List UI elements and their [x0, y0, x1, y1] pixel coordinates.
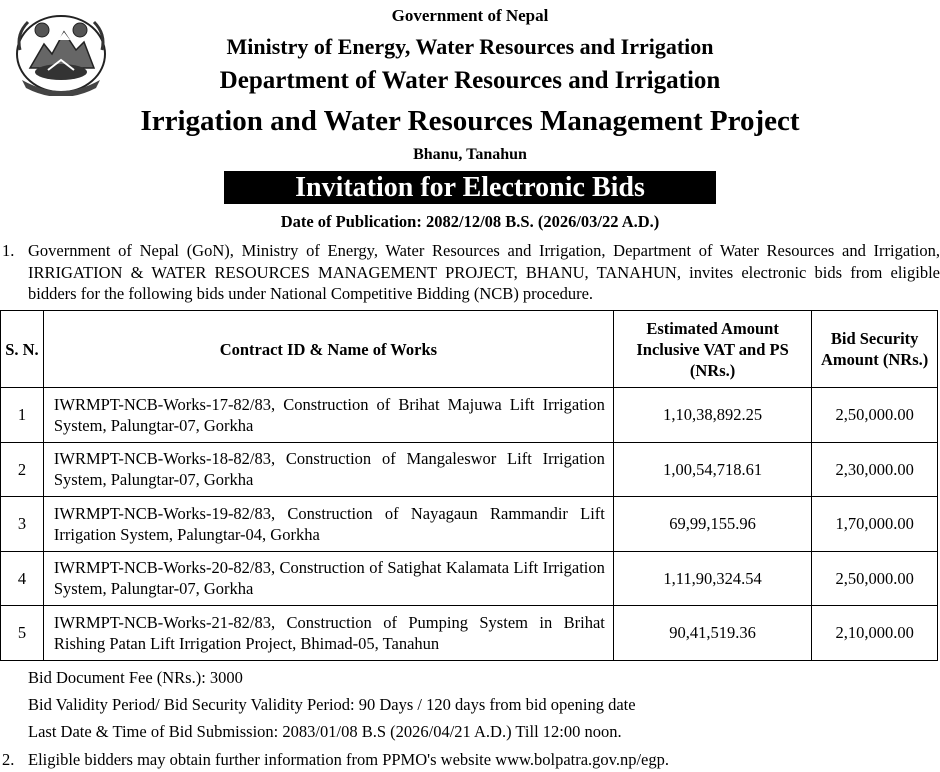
table-row — [1, 442, 938, 497]
row-estimated-amount: 69,99,155.96 — [613, 497, 811, 552]
bid-document-fee: Bid Document Fee (NRs.): 3000 — [28, 668, 243, 687]
row-bid-security: 1,70,000.00 — [812, 497, 938, 552]
table-row — [1, 497, 938, 552]
header-sn: S. N. — [1, 311, 44, 388]
row-sn: 5 — [1, 606, 44, 661]
header-name: Contract ID & Name of Works — [43, 311, 613, 388]
ministry-heading: Ministry of Energy, Water Resources and Irrigation — [226, 34, 714, 59]
paragraph-2-text: Eligible bidders may obtain further information from PPMO's website www.bolpatra.gov.np/egp. — [28, 750, 670, 769]
row-work-name: IWRMPT-NCB-Works-20-82/83, Construction of Satighat Kalamata Lift Irrigation System, Palungtar-07, Gorkha — [43, 551, 613, 606]
row-bid-security: 2,10,000.00 — [812, 606, 938, 661]
row-bid-security: 2,50,000.00 — [812, 551, 938, 606]
row-work-name: IWRMPT-NCB-Works-17-82/83, Construction of Brihat Majuwa Lift Irrigation System, Palungtar-07, Gorkha — [43, 388, 613, 443]
row-estimated-amount: 1,00,54,718.61 — [613, 442, 811, 497]
table-header-row — [1, 311, 938, 388]
row-estimated-amount: 90,41,519.36 — [613, 606, 811, 661]
row-work-name: IWRMPT-NCB-Works-21-82/83, Construction of Pumping System in Brihat Rishing Patan Lift Irrigation Project, Bhimad-05, Tanahun — [43, 606, 613, 661]
header-amount: Estimated Amount Inclusive VAT and PS (NRs.) — [613, 311, 811, 388]
paragraph-1-text: Government of Nepal (GoN), Ministry of Energy, Water Resources and Irrigation, Department of Water Resources and Irrigation, IRRIGATION & WATER RESOURCES MANAGEMENT PROJECT, BHANU, TANAHUN, invites electronic bids from eligible bidders for the following bids under National Competitive Bidding (NCB) procedure. — [28, 241, 940, 303]
bids-table — [0, 310, 938, 661]
location-heading: Bhanu, Tanahun — [413, 146, 527, 163]
row-bid-security: 2,30,000.00 — [812, 442, 938, 497]
row-work-name: IWRMPT-NCB-Works-19-82/83, Construction of Nayagaun Rammandir Lift Irrigation System, Palungtar-04, Gorkha — [43, 497, 613, 552]
government-heading: Government of Nepal — [391, 6, 549, 25]
publication-date: Date of Publication: 2082/12/08 B.S. (2026/03/22 A.D.) — [280, 212, 660, 231]
project-heading: Irrigation and Water Resources Management Project — [140, 105, 800, 137]
table-row — [1, 606, 938, 661]
header-security: Bid Security Amount (NRs.) — [812, 311, 938, 388]
department-heading: Department of Water Resources and Irrigation — [219, 67, 721, 94]
row-sn: 1 — [1, 388, 44, 443]
row-bid-security: 2,50,000.00 — [812, 388, 938, 443]
paragraph-1-number: 1. — [2, 241, 15, 260]
bid-validity-period: Bid Validity Period/ Bid Security Validity Period: 90 Days / 120 days from bid opening date — [28, 695, 636, 714]
row-estimated-amount: 1,10,38,892.25 — [613, 388, 811, 443]
row-sn: 2 — [1, 442, 44, 497]
row-work-name: IWRMPT-NCB-Works-18-82/83, Construction of Mangaleswor Lift Irrigation System, Palungtar-07, Gorkha — [43, 442, 613, 497]
table-row — [1, 388, 938, 443]
notice-title-banner: Invitation for Electronic Bids — [224, 171, 716, 204]
row-estimated-amount: 1,11,90,324.54 — [613, 551, 811, 606]
row-sn: 3 — [1, 497, 44, 552]
submission-deadline: Last Date & Time of Bid Submission: 2083/01/08 B.S (2026/04/21 A.D.) Till 12:00 noon. — [28, 722, 622, 741]
row-sn: 4 — [1, 551, 44, 606]
paragraph-2-number: 2. — [2, 750, 15, 769]
table-row — [1, 551, 938, 606]
